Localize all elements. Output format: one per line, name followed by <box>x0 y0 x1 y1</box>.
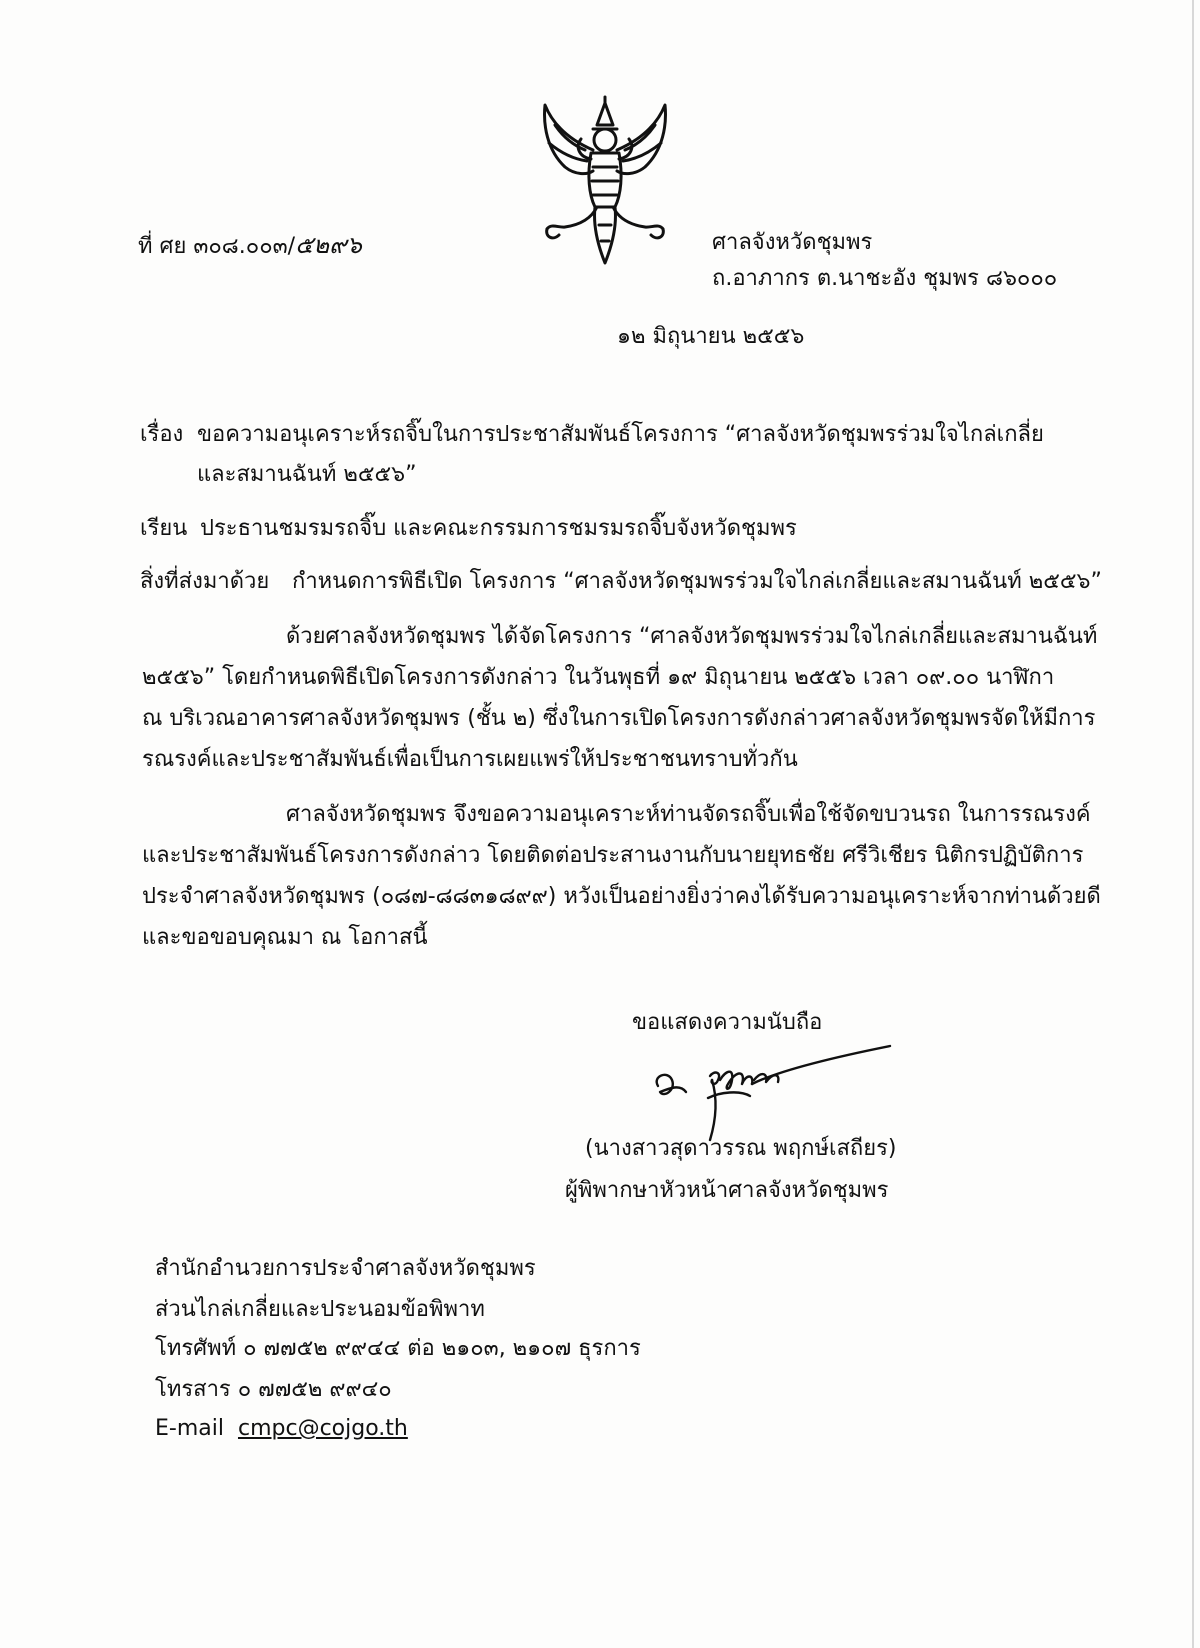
recipient-label: เรียน <box>140 516 188 541</box>
paragraph-1-line-1: ด้วยศาลจังหวัดชุมพร ได้จัดโครงการ “ศาลจังหวัดชุมพรร่วมใจไกล่เกลี่ยและสมานฉันท์ <box>286 624 1098 649</box>
organization-address: ถ.อาภากร ต.นาชะอัง ชุมพร ๘๖๐๐๐ <box>712 266 1058 291</box>
footer-office: สำนักอำนวยการประจำศาลจังหวัดชุมพร <box>155 1256 536 1281</box>
reference-prefix: ที่ ศย ๓๐๘.๐๐๓/ <box>138 234 296 259</box>
email-link[interactable]: cmpc@cojgo.th <box>237 1416 408 1441</box>
email-label: E-mail <box>155 1416 224 1441</box>
letter-date: ๑๒ มิถุนายน ๒๕๕๖ <box>617 324 805 349</box>
footer-email-row <box>155 1414 408 1444</box>
subject-line-2: และสมานฉันท์ ๒๕๕๖” <box>197 462 417 487</box>
recipient-text: ประธานชมรมรถจิ๊บ และคณะกรรมการชมรมรถจิ๊บจังหวัดชุมพร <box>200 516 797 541</box>
footer-fax: โทรสาร ๐ ๗๗๕๒ ๙๙๔๐ <box>155 1377 392 1402</box>
organization-name: ศาลจังหวัดชุมพร <box>712 230 873 255</box>
garuda-emblem-icon <box>535 95 675 270</box>
paragraph-1-line-4: รณรงค์และประชาสัมพันธ์เพื่อเป็นการเผยแพร่ให้ประชาชนทราบทั่วกัน <box>142 747 798 772</box>
paragraph-1-line-3: ณ บริเวณอาคารศาลจังหวัดชุมพร (ชั้น ๒) ซึ่งในการเปิดโครงการดังกล่าวศาลจังหวัดชุมพรจัดให้มีการ <box>142 706 1096 731</box>
signatory-name: (นางสาวสุดาวรรณ พฤกษ์เสถียร) <box>585 1136 897 1161</box>
paragraph-2-line-4: และขอขอบคุณมา ณ โอกาสนี้ <box>142 925 428 950</box>
paragraph-2-line-1: ศาลจังหวัดชุมพร จึงขอความอนุเคราะห์ท่านจัดรถจิ๊บเพื่อใช้จัดขบวนรถ ในการรณรงค์ <box>286 802 1091 827</box>
enclosure-label: สิ่งที่ส่งมาด้วย <box>140 569 270 594</box>
subject-line-1: ขอความอนุเคราะห์รถจิ๊บในการประชาสัมพันธ์โครงการ “ศาลจังหวัดชุมพรร่วมใจไกล่เกลี่ย <box>197 422 1044 447</box>
subject-label: เรื่อง <box>140 422 184 447</box>
reference-number <box>138 230 362 262</box>
closing-salutation: ขอแสดงความนับถือ <box>632 1010 823 1035</box>
reference-handwritten-number: ๕๒๙๖ <box>295 231 362 259</box>
paragraph-2-line-2: และประชาสัมพันธ์โครงการดังกล่าว โดยติดต่อประสานงานกับนายยุทธชัย ศรีวิเชียร นิติกรปฏิบัติการ <box>142 843 1084 868</box>
paragraph-1-line-2: ๒๕๕๖” โดยกำหนดพิธีเปิดโครงการดังกล่าว ในวันพุธที่ ๑๙ มิถุนายน ๒๕๕๖ เวลา ๐๙.๐๐ นาฬิกา <box>142 665 1055 690</box>
footer-department: ส่วนไกล่เกลี่ยและประนอมข้อพิพาท <box>155 1297 485 1322</box>
paragraph-2-line-3: ประจำศาลจังหวัดชุมพร (๐๘๗-๘๘๓๑๘๙๙) หวังเป็นอย่างยิ่งว่าคงได้รับความอนุเคราะห์จากท่านด้วยดี <box>142 884 1101 909</box>
footer-phone: โทรศัพท์ ๐ ๗๗๕๒ ๙๙๔๔ ต่อ ๒๑๐๓, ๒๑๐๗ ธุรการ <box>155 1336 641 1361</box>
signatory-title: ผู้พิพากษาหัวหน้าศาลจังหวัดชุมพร <box>565 1178 889 1203</box>
enclosure-text: กำหนดการพิธีเปิด โครงการ “ศาลจังหวัดชุมพรร่วมใจไกล่เกลี่ยและสมานฉันท์ ๒๕๕๖” <box>292 569 1102 594</box>
